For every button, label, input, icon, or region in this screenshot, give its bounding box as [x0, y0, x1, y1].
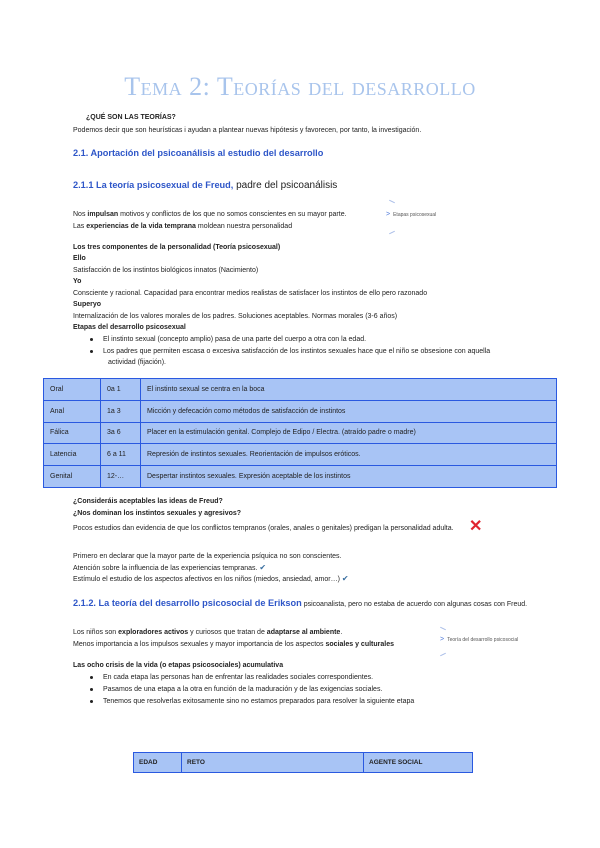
freud-line-1-post: motivos y conflictos de los que no somos conscientes en su mayor parte. [118, 211, 347, 218]
table-row [44, 466, 557, 488]
table-row [44, 400, 557, 422]
table-row [44, 422, 557, 444]
check-icon: ✔ [341, 574, 349, 583]
desc-cell: El instinto sexual se centra en la boca [141, 379, 557, 401]
chevron-right-icon: > [440, 636, 445, 643]
section-2-1-2-heading [73, 598, 527, 608]
cross-icon: ✕ [469, 518, 483, 535]
page-title: Tema 2: Teorías del desarrollo [124, 72, 476, 101]
side-link-psicosocial[interactable] [440, 636, 518, 643]
ello-text: Satisfacción de los instintos biológicos innatos (Nacimiento) [73, 267, 259, 274]
stage-cell: Anal [44, 400, 101, 422]
section-2-1-1-heading [73, 180, 337, 191]
crisis-bullet-2 [90, 685, 382, 694]
stage-bullet-2-cont: actividad (fijación). [108, 359, 166, 366]
stage-cell: Genital [44, 466, 101, 488]
table-row [44, 379, 557, 401]
bullet-icon [90, 700, 93, 703]
section-2-1-2-rest: psicoanalista, pero no estaba de acuerdo con algunas cosas con Freud. [301, 601, 528, 608]
yo-text: Consciente y racional. Capacidad para encontrar medios realistas de satisfacer los instintos de ello pero razonado [73, 290, 428, 297]
age-cell: 3a 6 [101, 422, 141, 444]
bullet-icon [90, 676, 93, 679]
freud-line-2 [73, 222, 292, 231]
evidence-text: Pocos estudios dan evidencia de que los conflictos tempranos (orales, anales o genitales) predigan la personalidad adulta. [73, 525, 454, 532]
side-link-2-deco-top [440, 627, 446, 630]
side-link-psicosexual-label: Etapas psicosexual [393, 212, 437, 218]
erikson-line-2 [73, 640, 394, 649]
stage-bullet-2 [90, 347, 490, 356]
crisis-heading: Las ocho crisis de la vida (o etapas psicosociales) acumulativa [73, 662, 284, 669]
stage-bullet-1-text: El instinto sexual (concepto amplio) pasa de una parte del cuerpo a otra con la edad. [103, 336, 367, 343]
freud-line-1 [73, 210, 347, 219]
question-2: ¿Nos dominan los instintos sexuales y agresivos? [73, 510, 242, 517]
stage-cell: Oral [44, 379, 101, 401]
ages-table [133, 752, 473, 773]
superyo-text: Internalización de los valores morales de los padres. Soluciones aceptables. Normas morales (3-6 años) [73, 313, 398, 320]
intro-question: ¿QUÉ SON LAS TEORÍAS? [86, 114, 176, 121]
bullet-icon [90, 688, 93, 691]
section-2-1-1-rest: padre del psicoanálisis [233, 180, 338, 191]
freud-line-2-bold: experiencias de la vida temprana [86, 223, 196, 230]
erikson-line-1 [73, 628, 342, 637]
age-cell: 12-… [101, 466, 141, 488]
crisis-bullet-2-text: Pasamos de una etapa a la otra en función de la maduración y de las exigencias sociales. [103, 686, 383, 693]
stage-cell: Fálica [44, 422, 101, 444]
desc-cell: Placer en la estimulación genital. Complejo de Edipo / Electra. (atraído padre o madre) [141, 422, 557, 444]
table-row [44, 444, 557, 466]
merit-3-text: Estímulo el estudio de los aspectos afectivos en los niños (miedos, ansiedad, amor…) [73, 576, 340, 583]
erikson-line-1-bold: exploradores activos [118, 629, 189, 636]
stage-bullet-2-text: Los padres que permiten escasa o excesiva satisfacción de los instintos sexuales hace que el niño se obsesione con aquella [103, 348, 491, 355]
desc-cell: Represión de instintos sexuales. Reorientación de impulsos eróticos. [141, 444, 557, 466]
side-link-psicosexual[interactable] [386, 211, 436, 218]
table-header-row [134, 753, 473, 773]
stages-heading: Etapas del desarrollo psicosexual [73, 324, 186, 331]
freud-line-2-pre: Las [73, 223, 87, 230]
section-2-1-heading: 2.1. Aportación del psicoanálisis al estudio del desarrollo [73, 148, 324, 158]
crisis-bullet-3 [90, 697, 414, 706]
crisis-bullet-3-text: Tenemos que resolverlas exitosamente sino no estamos preparados para resolver la siguiente etapa [103, 698, 415, 705]
erikson-line-1-post: . [340, 629, 343, 636]
age-cell: 1a 3 [101, 400, 141, 422]
chevron-right-icon: > [386, 211, 391, 218]
crisis-bullet-1-text: En cada etapa las personas han de enfrentar las realidades sociales correspondientes. [103, 674, 374, 681]
side-link-2-deco-bottom [440, 653, 446, 656]
bullet-icon [90, 338, 93, 341]
desc-cell: Micción y defecación como métodos de satisfacción de instintos [141, 400, 557, 422]
section-2-1-2-title: 2.1.2. La teoría del desarrollo psicosocial de Erikson [73, 598, 302, 608]
yo-label: Yo [73, 278, 82, 285]
side-link-deco-bottom [389, 231, 395, 234]
freud-line-2-post: moldean nuestra personalidad [195, 223, 293, 230]
erikson-line-1-bold2: adaptarse al ambiente [266, 629, 341, 636]
merit-2 [73, 563, 266, 573]
freud-line-1-pre: Nos [73, 211, 88, 218]
crisis-bullet-1 [90, 673, 373, 682]
erikson-line-2-pre: Menos importancia a los impulsos sexuales y mayor importancia de los aspectos [73, 641, 326, 648]
question-1: ¿Consideráis aceptables las ideas de Freud? [73, 498, 223, 505]
erikson-line-1-pre: Los niños son [73, 629, 119, 636]
stage-cell: Latencia [44, 444, 101, 466]
side-link-deco-top [389, 200, 395, 203]
freud-line-1-bold: impulsan [87, 211, 119, 218]
age-cell: 6 a 11 [101, 444, 141, 466]
intro-text: Podemos decir que son heurísticas i ayudan a plantear nuevas hipótesis y favorecen, por tanto, la investigación. [73, 127, 422, 134]
stages-table [43, 378, 557, 488]
ello-label: Ello [73, 255, 86, 262]
merit-3 [73, 574, 349, 584]
header-agente-social: AGENTE SOCIAL [364, 753, 473, 773]
erikson-line-2-bold: sociales y culturales [325, 641, 394, 648]
erikson-line-1-mid: y curiosos que tratan de [188, 629, 267, 636]
superyo-label: Superyo [73, 301, 102, 308]
section-2-1-1-title: 2.1.1 La teoría psicosexual de Freud, [73, 180, 234, 190]
age-cell: 0a 1 [101, 379, 141, 401]
check-icon: ✔ [259, 563, 267, 572]
components-heading: Los tres componentes de la personalidad (Teoría psicosexual) [73, 244, 281, 251]
header-reto: RETO [182, 753, 364, 773]
bullet-icon [90, 350, 93, 353]
side-link-psicosocial-label: Teoría del desarrollo psicosocial [447, 637, 519, 643]
merit-1: Primero en declarar que la mayor parte de la experiencia psíquica no son conscientes. [73, 553, 342, 560]
merit-2-text: Atención sobre la influencia de las experiencias tempranas. [73, 565, 258, 572]
header-edad: EDAD [134, 753, 182, 773]
desc-cell: Despertar instintos sexuales. Expresión aceptable de los instintos [141, 466, 557, 488]
stage-bullet-1 [90, 335, 366, 344]
